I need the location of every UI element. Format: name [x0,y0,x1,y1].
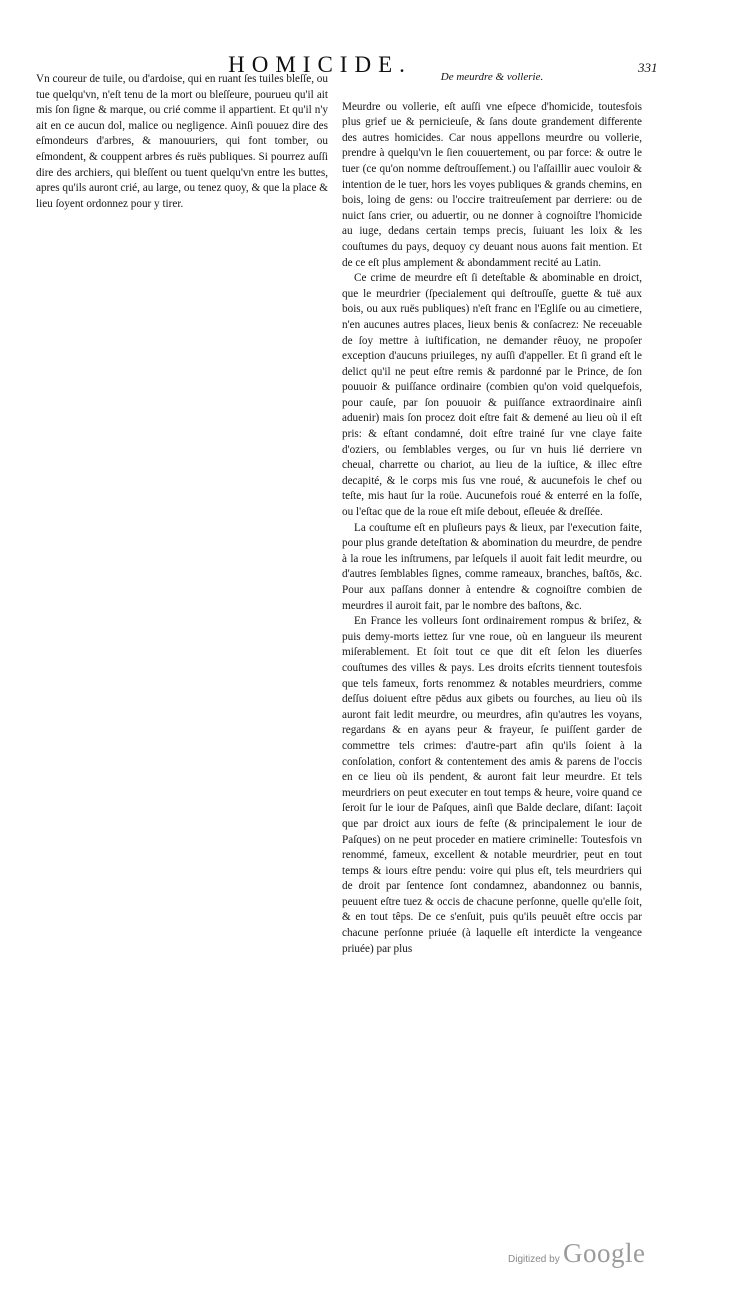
google-logo: Google [563,1238,646,1268]
page-number: 331 [638,60,658,75]
running-title: HOMICIDE. [228,52,412,77]
right-paragraph: La couſtume eſt en pluſieurs pays & lieux, par l'execution faite, pour plus grande deteſtation & abomination du meurdre, de pendre à la roue les inſtrumens, par leſquels il auoit fait ledit meurdre, ou d'autres ſemblables ſignes, comme rameaux, branches, baſtōs, &c. Pour aux paſſans donner à entendre & cognoiſtre combien de meurdres il auroit fait, par le nombre des baſtons, &c. [342,521,642,612]
left-column [36,72,328,212]
right-paragraph: En France les volleurs ſont ordinairement rompus & briſez, & puis demy-morts iettez ſur vne roue, où en langueur ils meurent miſerablement. Et ſoit tout ce que dit eſt ſelon les diuerſes couſtumes des villes & pays. Les droits eſcrits tiennent toutesfois que tels fameux, forts renommez & notables meurdriers, comme deſſus doiuent eſtre pēdus aux gibets ou fourches, au lieu où ils auront fait ledit meurdre, ou meurdres, afin qu'autres les voyans, regardans & en ayans peur & frayeur, ſe puiſſent garder de commettre tels crimes: d'autre-part afin qu'ils ſoient à la conſolation, confort & contentement des amis & parens de l'occis en ce lieu où ils pendent, & auront fait leur meurdre. Et tels meurdriers on peut executer en tout temps & heure, voire quand ce ſeroit ſur le iour de Paſques, ainſi que Balde declare, diſant: Iaçoit que par droict aux iours de feſte (& principalement le iour de Paſques) on ne peut proceder en matiere criminelle: Toutesfois vn renommé, fameux, excellent & notable meurdrier, peut en tout temps & iours eſtre pendu: voire qui plus eſt, tels meurdriers qui de droit par ſentence ſont condamnez, abandonnez ou bannis, peuuent eſtre tuez & occis de chacune perſonne, quelle qu'elle ſoit, & en tout têps. De ce s'enſuit, puis qu'ils peuuêt eſtre occis par chacune perſonne priuée (à laquelle eſt interdicte la vengeance priuée) par plus [342,615,642,955]
right-paragraph: Meurdre ou vollerie, eſt auſſi vne eſpece d'homicide, toutesfois plus grief ue & pernicieuſe, & ſans doute grandement differente des autres homicides. Car nous appellons meurdre ou vollerie, prendre à quelqu'vn le ſien couuertement, ou par force: & outre le tuer (ce qu'on nomme deſtrouſſement.) ou l'aſſaillir auec vouloir & intention de le tuer, hors les voyes publiques & grands chemins, en bois, loing de gens: ou l'occire traitreuſement par derriere: ou de nuict ſans crier, ou aduertir, ou ne donner à cognoiſtre l'homicide au iuge, dedans certain temps precis, ſuiuant les loix & les couſtumes du pays, dequoy cy deuant nous auons fait mention. Et de ce eſt plus amplement & abondamment recité au Latin. [342,100,642,269]
digitized-label: Digitized by [508,1254,560,1265]
right-column [342,70,642,957]
right-paragraph: Ce crime de meurdre eſt ſi deteſtable & abominable en droict, que le meurdrier (ſpecialement qui deſtrouſſe, guette & tuë aux bois, ou aux ruës publiques) n'eſt franc en l'Egliſe ou au cimetiere, n'en aucunes autres places, lieux benis & conſacrez: Ne receuable de ſoy mettre à iuſtification, ne demander rêuoy, ne propoſer exception d'aucuns priuileges, ny auſſi d'appeller. Et ſi grand eſt le delict qu'il ne peut eſtre remis & pardonné par le Prince, de ſon pouuoir & puiſſance ordinaire (combien qu'on void quelquefois, pour cauſe, par ſon pouuoir & puiſſance extraordinaire ainſi aduenir) mais ſon procez doit eſtre fait & demené au lieu où il eſt pris: & eſtant condamné, doit eſtre trainé ſur vne claye faite d'oziers, ou ſemblables verges, ou ſur vn huis lié derriere vn cheual, charrette ou chariot, au lieu de la iuſtice, & illec eſtre decapité, & le corps mis ſus vne roué, & aucunefois le chef ou teſte, mis haut ſur la roüe. Aucunefois roué & enterré en la foſſe, ou l'eſtac que de la roue eſt miſe debout, eſleuée & dreſſée. [342,272,642,519]
section-subheading: De meurdre & vollerie. [440,71,544,83]
left-paragraph: Vn coureur de tuile, ou d'ardoise, qui en ruant ſes tuiles bleſſe, ou tue quelqu'vn, n'eſt tenu de la mort ou bleſſeure, pourueu qu'il ait mis ſon ſigne & marque, ou crié comme il appartient. Et qu'il n'y ait en ce aucun dol, malice ou negligence. Ainſi pouuez dire des eſmondeurs d'arbres, & manouuriers, qui font tomber, ou eſmondent, & couppent arbres és ruës publiques. Si pourrez auſſi dire des archiers, qui bleſſent ou tuent quelqu'vn entre les buttes, apres qu'ils auront crié, au large, ou tenez quoy, & que la place & lieu ſoyent ordonnez pour y tirer. [36,73,328,210]
digitized-by-google-watermark [508,1238,646,1272]
